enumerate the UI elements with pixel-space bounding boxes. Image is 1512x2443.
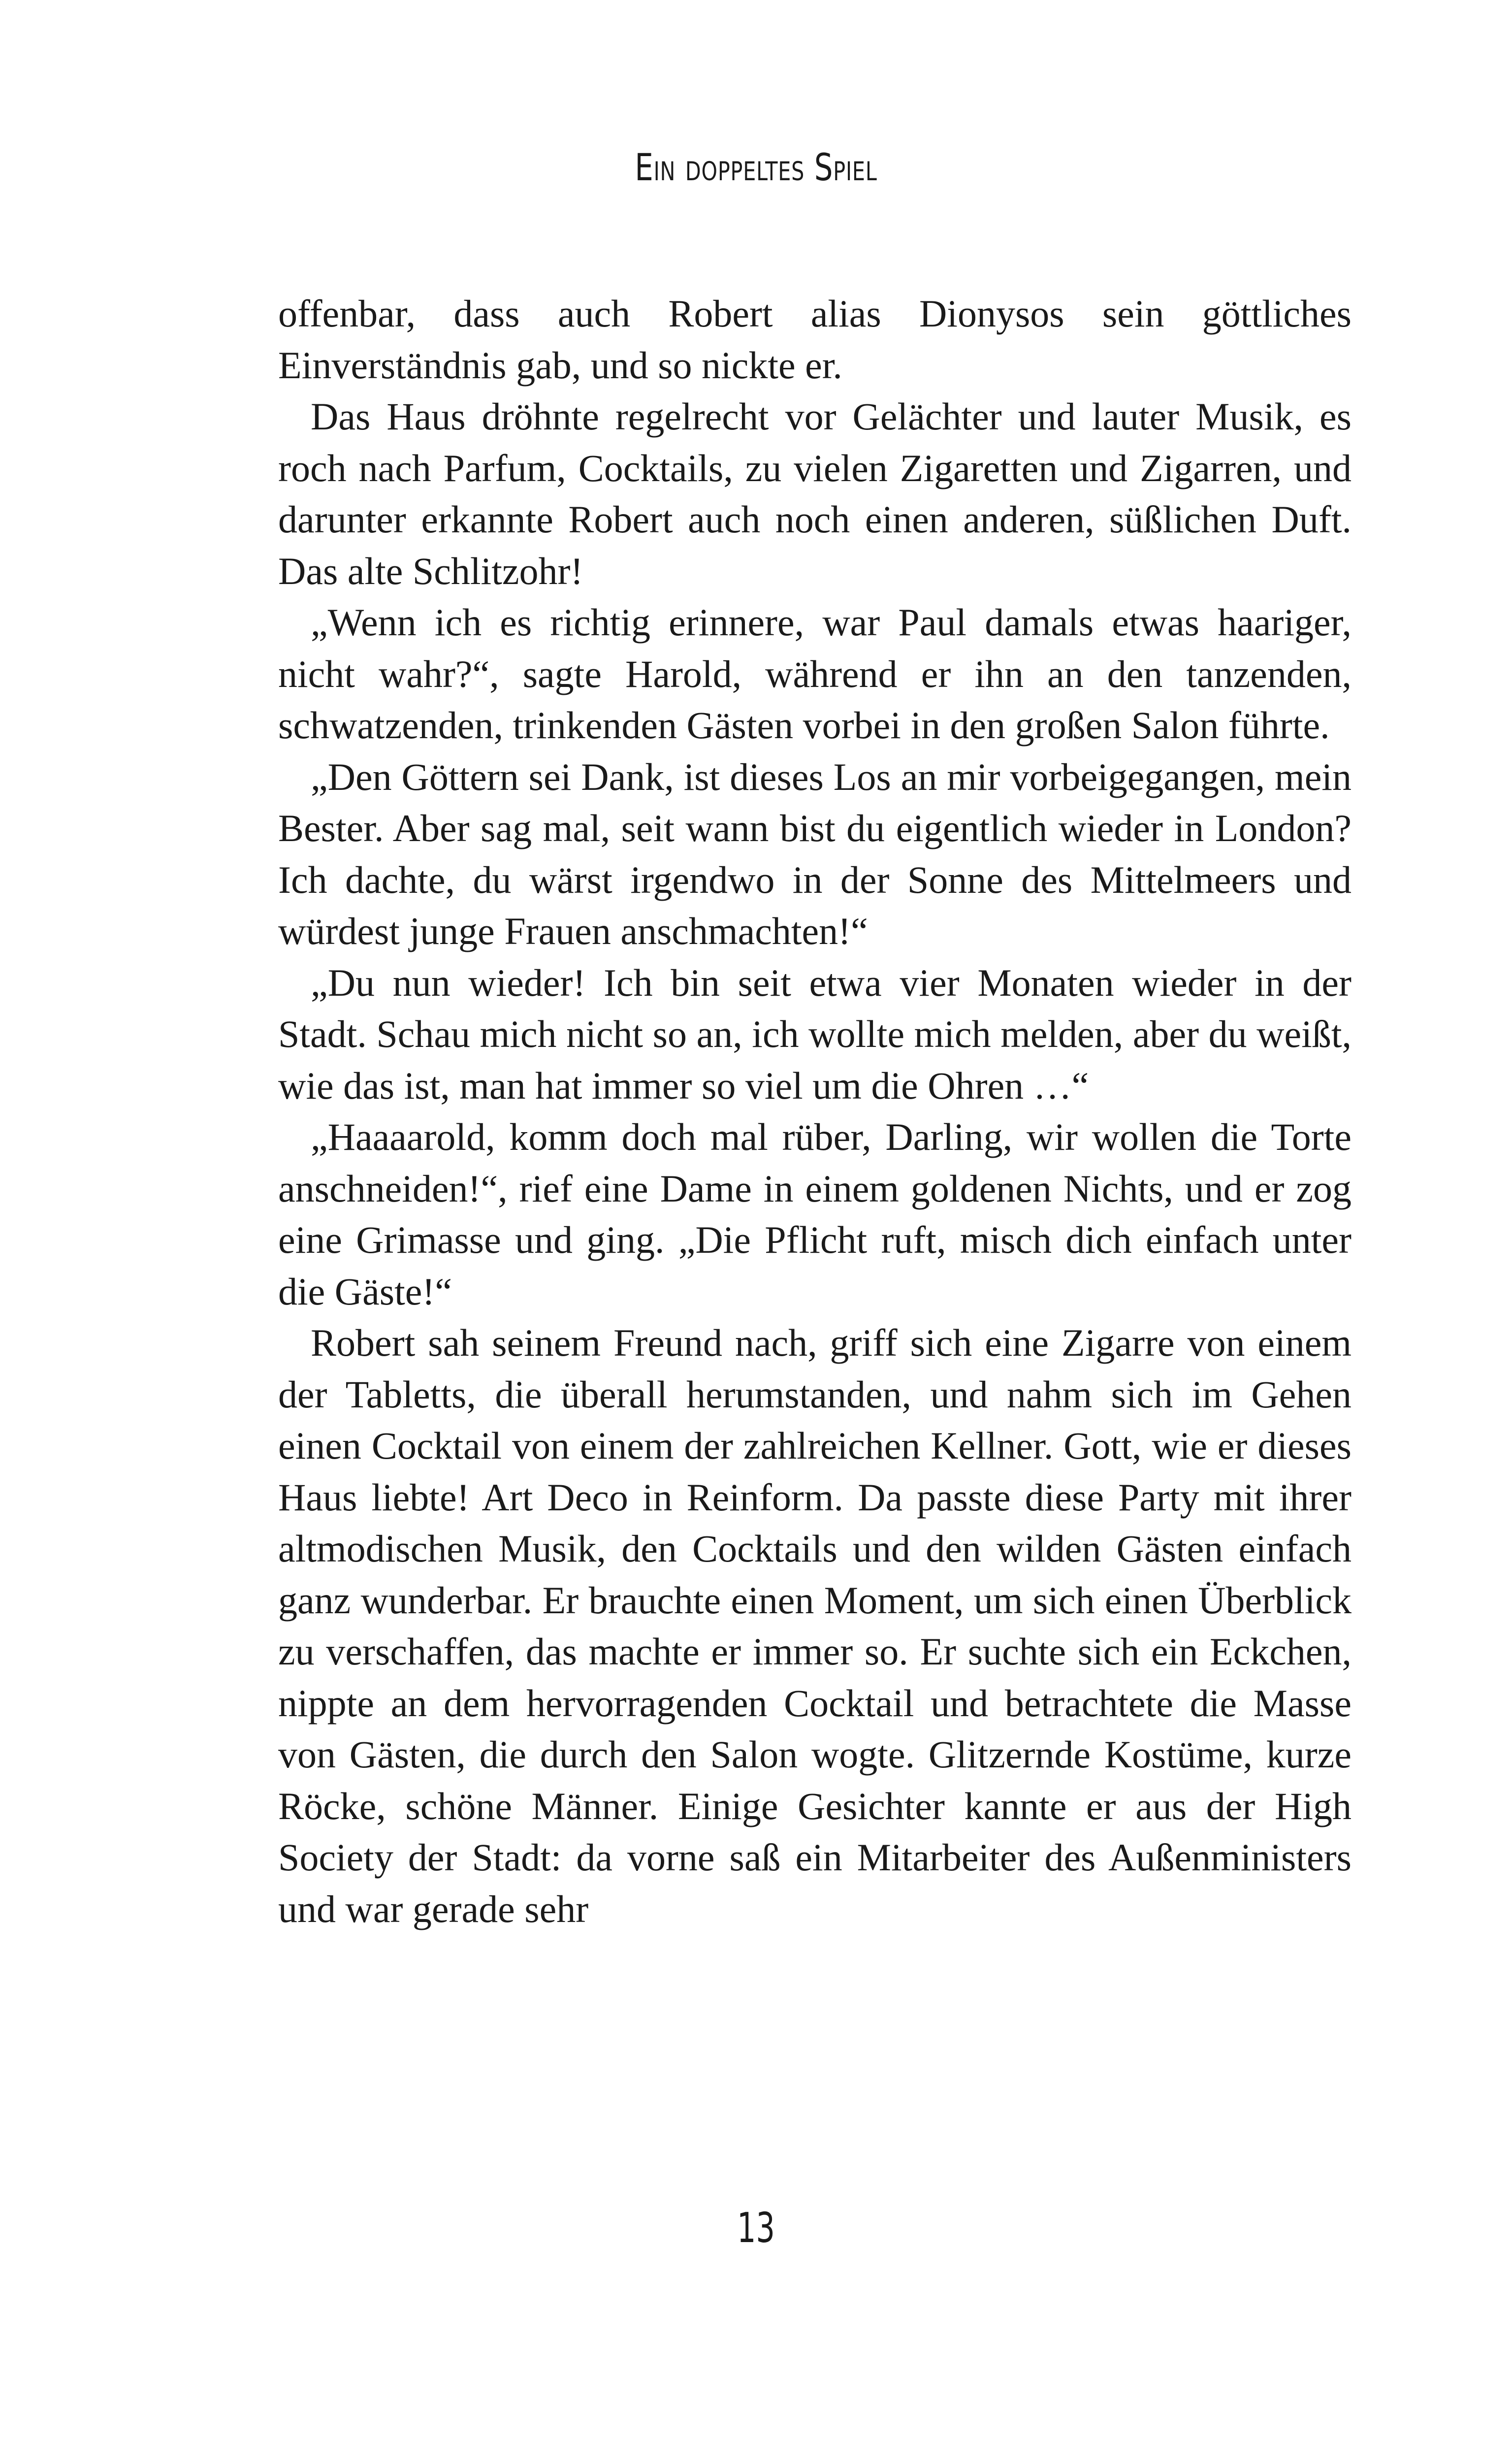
running-head: Ein doppeltes Spiel [635, 145, 877, 189]
paragraph: „Haaaarold, komm doch mal rüber, Darling, wir wollen die Torte anschneiden!“, rief eine Dame in einem goldenen Nichts, und er zog eine Grimasse und ging. „Die Pflicht ruft, misch dich einfach unter die Gäste!“ [278, 1115, 1351, 1313]
paragraph: Das Haus dröhnte regelrecht vor Gelächter und lauter Musik, es roch nach Parfum, Cocktails, zu vielen Zigaretten und Zigarren, und darunter erkannte Robert auch noch einen anderen, süßlichen Duft. Das alte Schlitzohr! [278, 395, 1351, 592]
paragraph: „Den Göttern sei Dank, ist dieses Los an mir vorbeigegangen, mein Bester. Aber sag mal, seit wann bist du eigentlich wieder in London? Ich dachte, du wärst irgendwo in der Sonne des Mittelmeers und würdest junge Frauen anschmachten!“ [278, 755, 1351, 952]
paragraph: Robert sah seinem Freund nach, griff sich eine Zigarre von einem der Tabletts, die überall herumstanden, und nahm sich im Gehen einen Cocktail von einem der zahlreichen Kellner. Gott, wie er dieses Haus liebte! Art Deco in Reinform. Da passte diese Party mit ihrer altmodischen Musik, den Cocktails und den wilden Gästen einfach ganz wunderbar. Er brauchte einen Moment, um sich einen Überblick zu verschaffen, das machte er immer so. Er suchte sich ein Eckchen, nippte an dem hervorragenden Cocktail und betrachtete die Masse von Gästen, die durch den Salon wogte. Glitzernde Kostüme, kurze Röcke, schöne Männer. Einige Gesichter kannte er aus der High Society der Stadt: da vorne saß ein Mitarbeiter des Außenministers und war gerade sehr [278, 1321, 1351, 1930]
paragraph: „Du nun wieder! Ich bin seit etwa vier Monaten wieder in der Stadt. Schau mich nicht so an, ich wollte mich melden, aber du weißt, wie das ist, man hat immer so viel um die Ohren …“ [278, 961, 1351, 1107]
paragraph: „Wenn ich es richtig erinnere, war Paul damals etwas haariger, nicht wahr?“, sagte Harold, während er ihn an den tanzenden, schwatzenden, trinkenden Gästen vorbei in den großen Salon führte. [278, 601, 1351, 747]
body-text [278, 288, 1351, 1935]
page-number: 13 [737, 2204, 775, 2252]
paragraph: offenbar, dass auch Robert alias Dionysos sein göttliches Einverständnis gab, und so nickte er. [278, 292, 1351, 387]
